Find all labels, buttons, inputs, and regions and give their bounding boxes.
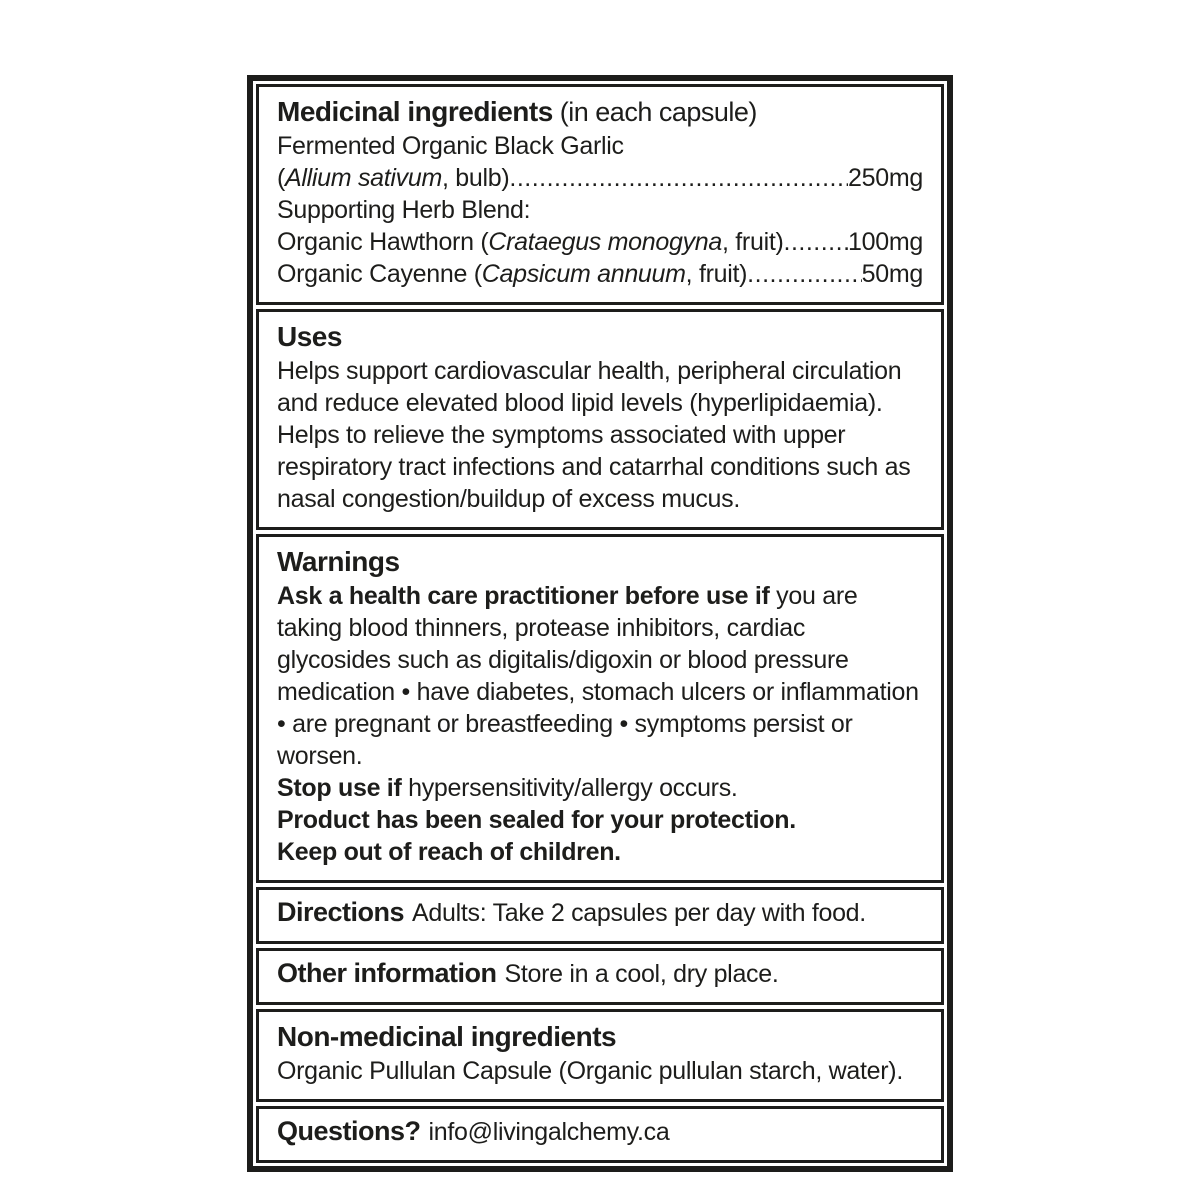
warnings-children-line: Keep out of reach of children. xyxy=(277,838,621,866)
other-information-body: Store in a cool, dry place. xyxy=(504,960,779,988)
uses-body: Helps support cardiovascular health, peripheral circulation and reduce elevated blood lipid levels (hyperlipidaemia). Helps to relieve the symptoms associated with upper respiratory tract infections and catarrhal conditions such as nasal congestion/buildup of excess mucus. xyxy=(277,357,911,513)
ingredient-garlic-amount-row xyxy=(277,162,923,194)
cayenne-name: Organic Cayenne ( xyxy=(277,260,482,288)
hawthorn-amount: 100mg xyxy=(848,228,923,256)
section-other-information xyxy=(256,948,944,1005)
non-medicinal-body: Organic Pullulan Capsule (Organic pullulan starch, water). xyxy=(277,1057,903,1085)
section-directions xyxy=(256,887,944,944)
ingredient-garlic-name: Fermented Organic Black Garlic xyxy=(277,132,624,160)
dot-leader xyxy=(784,226,849,258)
garlic-paren-open: ( xyxy=(277,164,286,192)
directions-heading: Directions xyxy=(277,897,405,927)
questions-email: info@livingalchemy.ca xyxy=(428,1118,670,1146)
warnings-stop-rest: hypersensitivity/allergy occurs. xyxy=(401,774,738,802)
supplement-facts-label xyxy=(247,75,953,1172)
hawthorn-latin-name: Crataegus monogyna xyxy=(488,228,722,256)
medicinal-heading-bold: Medicinal ingredients xyxy=(277,96,553,127)
cayenne-latin-name: Capsicum annuum xyxy=(481,260,686,288)
warnings-ask-bold: Ask a health care practitioner before use if xyxy=(277,582,770,610)
ingredient-cayenne-row xyxy=(277,258,923,290)
warnings-stop-paragraph xyxy=(277,772,923,804)
ingredient-hawthorn xyxy=(277,226,784,258)
section-non-medicinal xyxy=(256,1009,944,1102)
dot-leader xyxy=(509,162,848,194)
questions-heading: Questions? xyxy=(277,1116,421,1146)
cayenne-amount: 50mg xyxy=(861,260,923,288)
warnings-sealed-line: Product has been sealed for your protection. xyxy=(277,806,796,834)
cayenne-part: , fruit) xyxy=(685,260,748,288)
warnings-heading: Warnings xyxy=(277,546,400,577)
ingredient-cayenne xyxy=(277,258,747,290)
hawthorn-part: , fruit) xyxy=(722,228,784,256)
non-medicinal-heading: Non-medicinal ingredients xyxy=(277,1021,617,1052)
section-uses xyxy=(256,309,944,530)
medicinal-heading xyxy=(277,94,923,130)
warnings-stop-bold: Stop use if xyxy=(277,774,402,802)
warnings-ask-paragraph xyxy=(277,580,923,772)
garlic-amount: 250mg xyxy=(848,164,923,192)
dot-leader xyxy=(747,258,861,290)
garlic-part: , bulb) xyxy=(441,164,510,192)
medicinal-heading-normal: (in each capsule) xyxy=(552,97,757,127)
directions-body: Adults: Take 2 capsules per day with food. xyxy=(412,899,866,927)
ingredient-blend-label: Supporting Herb Blend: xyxy=(277,196,531,224)
ingredient-hawthorn-row xyxy=(277,226,923,258)
warnings-ask-rest: you are taking blood thinners, protease inhibitors, cardiac glycosides such as digitalis/digoxin or blood pressure medication • have diabetes, stomach ulcers or inflammation • are pregnant or breastfeeding • symptoms persist or worsen. xyxy=(277,582,919,770)
garlic-latin-name: Allium sativum xyxy=(285,164,442,192)
ingredient-garlic-latin xyxy=(277,162,509,194)
section-medicinal-ingredients xyxy=(256,84,944,305)
section-warnings xyxy=(256,534,944,883)
hawthorn-name: Organic Hawthorn ( xyxy=(277,228,489,256)
section-questions xyxy=(256,1106,944,1163)
other-information-heading: Other information xyxy=(277,958,497,988)
uses-heading: Uses xyxy=(277,321,342,352)
